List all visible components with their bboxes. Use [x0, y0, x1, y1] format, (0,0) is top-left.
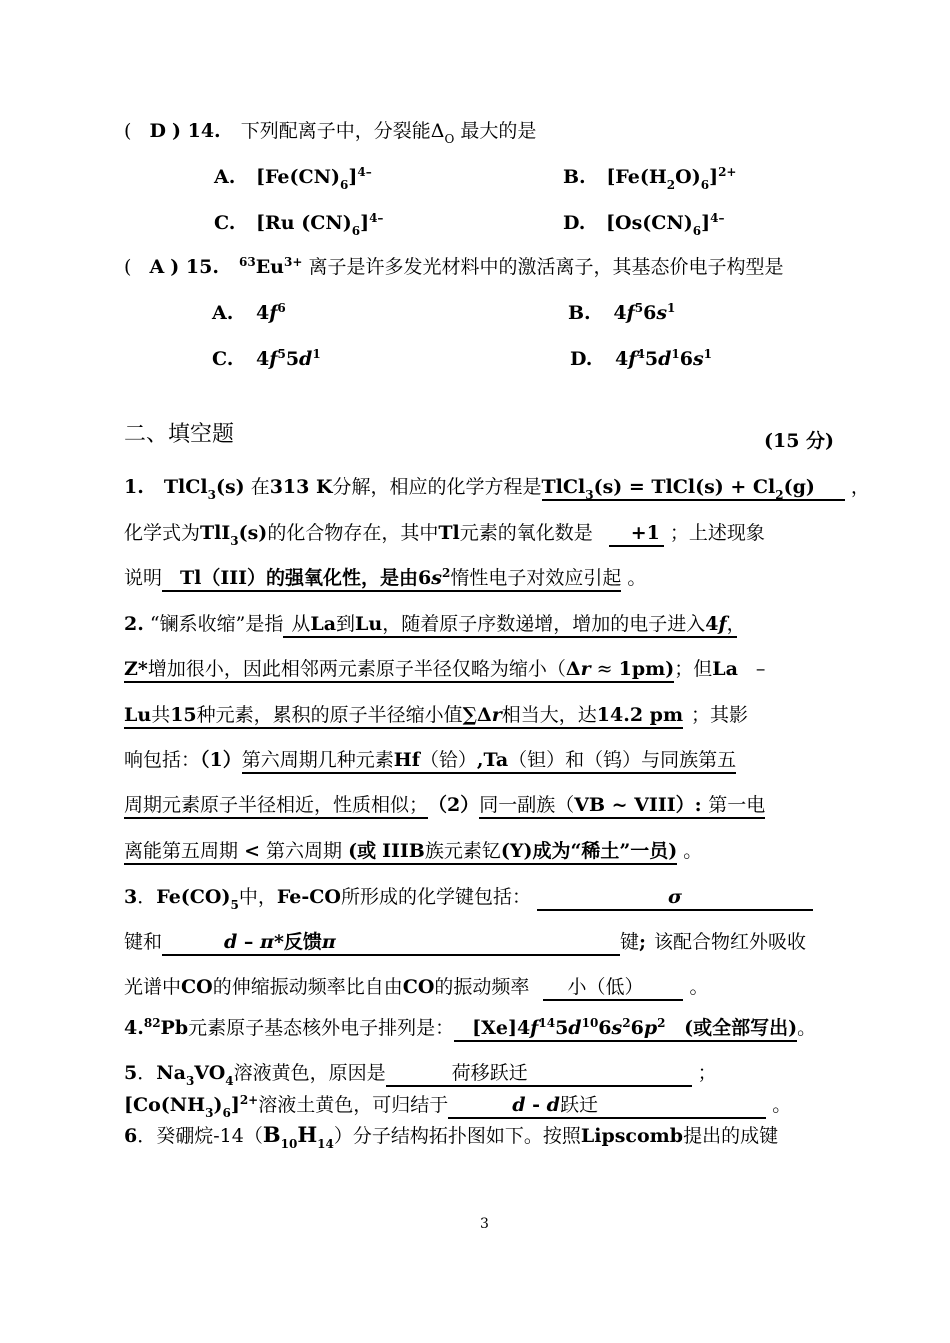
question-15: ( A ) 15. $^{63}Eu^{3+}$ 离子是许多发光材料中的激活离子，其基态价电子构型是 [124, 255, 784, 278]
fill-5-answer-1: 荷移跃迁 [386, 1061, 692, 1087]
question-14: ( D ) 14. 下列配离子中，分裂能$\Delta_O$ 最大的是 [124, 120, 537, 146]
fill-2-line-4: 响包括：（1）第六周期几种元素Hf（铪）,Ta（钽）和（钨）与同族第五 [124, 745, 736, 775]
fill-3-answer-sigma: σ [537, 885, 813, 911]
fill-2-line-2: Z*增加很小，因此相邻两元素原子半径仅略为缩小（Δr ≈ 1pm)；但La – [124, 654, 765, 684]
fill-3-answer-backbond: d – π*反馈π [162, 930, 620, 956]
answer-14: D [149, 120, 166, 142]
answer-15: A [149, 256, 165, 278]
section-title: 二、填空题 [124, 422, 235, 447]
fill-5-answer-2: d - d跃迁 [448, 1093, 766, 1119]
section-score: (15 分) [764, 430, 835, 452]
fill-1-answer-reason: Tl（III）的强氧化性，是由$6s^2$惰性电子对效应引起 [162, 566, 621, 592]
fill-2-line-3: Lu共15种元素，累积的原子半径缩小值∑Δr相当大，达14.2 pm ；其影 [124, 700, 748, 730]
q14-option-d: D. $[Os(CN)_6]^{4-}$ [563, 211, 725, 238]
fill-1-line-3: 说明 Tl（III）的强氧化性，是由$6s^2$惰性电子对效应引起 。 [124, 563, 646, 593]
page-number: 3 [480, 1216, 489, 1232]
q15-option-a: A. $4f^6$ [212, 301, 286, 324]
q15-option-d: D. $4f^45d^16s^1$ [570, 347, 713, 370]
q14-option-b: B. $[Fe(H_2O)_6]^{2+}$ [563, 165, 737, 192]
fill-1-line-1: 1. TlCl$_3$(s) 在313 K分解，相应的化学方程是TlCl$_3$(s) = TlCl(s) + $Cl_2(g)$ ， [124, 476, 870, 502]
fill-1-answer-oxidation: +1 [609, 521, 664, 547]
q15-option-c: C. $4f^55d^1$ [212, 347, 321, 370]
fill-6-line: 6．癸硼烷$-14(B_{10}H_{14})$分子结构拓扑图如下。按照Lipscomb提出的成键 [124, 1122, 779, 1151]
fill-4-answer-config: $[Xe]4f^{14}5d^{10}6s^26p^2$ (或全部写出) [454, 1016, 797, 1042]
fill-4-line: 4.82Pb元素原子基态核外电子排列是： $[Xe]4f^{14}5d^{10}6s^26p^2$ (或全部写出)。 [124, 1013, 816, 1043]
fill-3-line-2: 键和 d – π*反馈π 键; 该配合物红外吸收 [124, 927, 806, 957]
fill-1-line-2: 化学式为TlI$_3$(s)的化合物存在，其中Tl元素的氧化数是 +1 ；上述现象 [124, 522, 765, 548]
fill-3-line-1: 3．$Fe(CO)_5$中，Fe-CO所形成的化学键包括： σ [124, 882, 813, 912]
q14-option-c: C. [Ru $(CN)_6]^{4-}$ [214, 211, 384, 238]
fill-5-line-1: 5．$Na_3VO_4$溶液黄色，原因是 荷移跃迁 ； [124, 1062, 717, 1088]
q15-option-b: B. $4f^56s^1$ [568, 301, 676, 324]
fill-3-line-3: 光谱中CO的伸缩振动频率比自由CO的振动频率 小（低） 。 [124, 972, 708, 1002]
fill-2-line-1: 2. “镧系收缩”是指 从La到Lu，随着原子序数递增，增加的电子进入4f， [124, 609, 737, 639]
q14-option-a: A. $[Fe(CN)_6]^{4-}$ [214, 165, 372, 192]
fill-2-line-5: 周期元素原子半径相近，性质相似；（2）同一副族（VB ~ VIII）: 第一电 [124, 790, 765, 820]
fill-2-line-6: 离能第五周期 < 第六周期 (或 IIIB族元素钇(Y)成为“稀土”一员) 。 [124, 836, 702, 866]
fill-5-line-2: $[Co(NH_3)_6]^{2+}$溶液土黄色，可归结于 d - d跃迁 。 [124, 1093, 792, 1120]
fill-3-answer-frequency: 小（低） [543, 975, 683, 1001]
fill-1-answer-equation: TlCl$_3$(s) = TlCl(s) + $Cl_2(g)$ [542, 475, 845, 501]
